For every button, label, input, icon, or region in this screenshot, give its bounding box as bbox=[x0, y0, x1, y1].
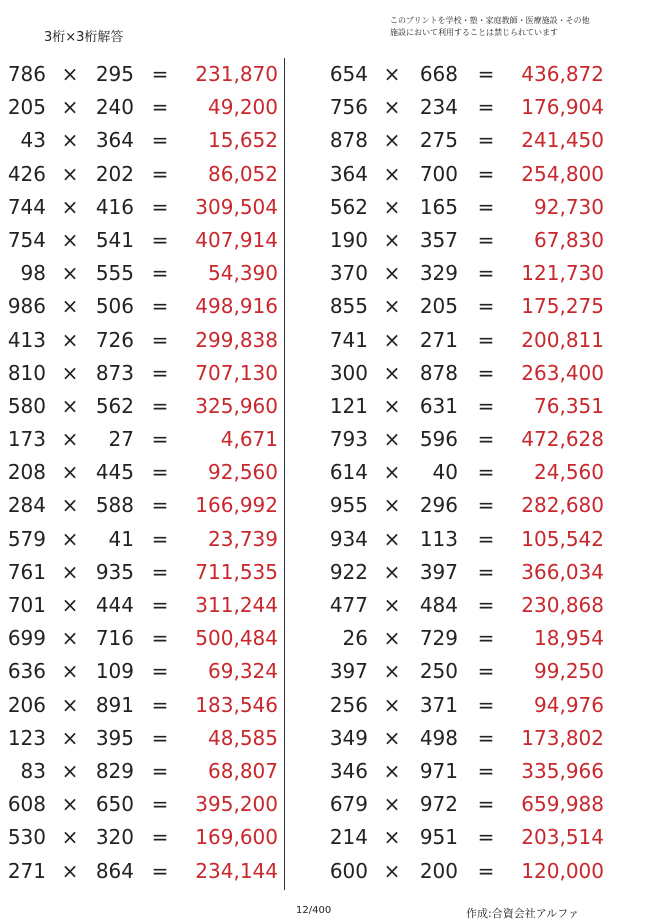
equals-sign: = bbox=[477, 427, 495, 452]
multiplicand: 810 bbox=[7, 360, 46, 385]
answer: 200,811 bbox=[521, 327, 604, 352]
multiplier: 445 bbox=[95, 460, 134, 485]
equals-sign: = bbox=[151, 593, 169, 617]
times-sign: × bbox=[61, 327, 79, 352]
equals-sign: = bbox=[151, 427, 169, 452]
answer: 203,514 bbox=[521, 825, 604, 850]
multiplier: 357 bbox=[419, 227, 458, 252]
times-sign: × bbox=[61, 792, 79, 817]
answer: 335,966 bbox=[521, 758, 604, 783]
multiplicand: 123 bbox=[7, 725, 46, 750]
multiplicand: 349 bbox=[329, 725, 368, 750]
multiplier: 113 bbox=[419, 526, 458, 551]
times-sign: × bbox=[383, 360, 401, 385]
times-sign: × bbox=[383, 261, 401, 286]
times-sign: × bbox=[61, 95, 79, 120]
multiplicand: 756 bbox=[329, 95, 368, 120]
multiplier: 972 bbox=[419, 792, 458, 817]
times-sign: × bbox=[61, 725, 79, 750]
multiplier: 240 bbox=[95, 95, 134, 120]
multiplier: 555 bbox=[95, 261, 134, 286]
multiplier: 416 bbox=[95, 194, 134, 219]
multiplicand: 701 bbox=[7, 593, 46, 617]
times-sign: × bbox=[61, 460, 79, 485]
times-sign: × bbox=[383, 725, 401, 750]
equals-sign: = bbox=[151, 128, 169, 153]
answer: 76,351 bbox=[534, 393, 604, 418]
answer: 99,250 bbox=[534, 659, 604, 684]
times-sign: × bbox=[61, 493, 79, 518]
multiplier: 829 bbox=[95, 758, 134, 783]
equals-sign: = bbox=[477, 593, 495, 617]
equals-sign: = bbox=[151, 758, 169, 783]
answer: 498,916 bbox=[195, 294, 278, 319]
multiplicand: 208 bbox=[7, 460, 46, 485]
answer: 24,560 bbox=[534, 460, 604, 485]
multiplicand: 300 bbox=[329, 360, 368, 385]
answer: 659,988 bbox=[521, 792, 604, 817]
answer: 105,542 bbox=[521, 526, 604, 551]
multiplicand: 608 bbox=[7, 792, 46, 817]
answer: 121,730 bbox=[521, 261, 604, 286]
equals-sign: = bbox=[151, 725, 169, 750]
multiplicand: 83 bbox=[20, 758, 46, 783]
times-sign: × bbox=[383, 427, 401, 452]
times-sign: × bbox=[61, 825, 79, 850]
multiplicand: 284 bbox=[7, 493, 46, 518]
multiplier: 271 bbox=[419, 327, 458, 352]
times-sign: × bbox=[383, 792, 401, 817]
multiplier: 498 bbox=[419, 725, 458, 750]
times-sign: × bbox=[61, 128, 79, 153]
answer: 67,830 bbox=[534, 227, 604, 252]
multiplier: 668 bbox=[419, 62, 458, 86]
multiplicand: 636 bbox=[7, 659, 46, 684]
answer: 254,800 bbox=[521, 161, 604, 186]
answer: 18,954 bbox=[534, 626, 604, 651]
multiplier: 165 bbox=[419, 194, 458, 219]
multiplicand: 986 bbox=[7, 294, 46, 319]
multiplicand: 206 bbox=[7, 692, 46, 717]
equals-sign: = bbox=[477, 261, 495, 286]
equals-sign: = bbox=[477, 825, 495, 850]
multiplier: 935 bbox=[95, 559, 134, 584]
answer: 282,680 bbox=[521, 493, 604, 518]
multiplicand: 878 bbox=[329, 128, 368, 153]
multiplicand: 741 bbox=[329, 327, 368, 352]
times-sign: × bbox=[61, 526, 79, 551]
multiplicand: 43 bbox=[20, 128, 46, 153]
times-sign: × bbox=[383, 95, 401, 120]
multiplicand: 786 bbox=[7, 62, 46, 86]
multiplicand: 679 bbox=[329, 792, 368, 817]
multiplicand: 744 bbox=[7, 194, 46, 219]
multiplier: 109 bbox=[95, 659, 134, 684]
equals-sign: = bbox=[151, 792, 169, 817]
times-sign: × bbox=[383, 227, 401, 252]
multiplier: 397 bbox=[419, 559, 458, 584]
multiplier: 320 bbox=[95, 825, 134, 850]
equals-sign: = bbox=[151, 659, 169, 684]
answer: 311,244 bbox=[195, 593, 278, 617]
multiplier: 364 bbox=[95, 128, 134, 153]
equals-sign: = bbox=[477, 659, 495, 684]
answer: 175,275 bbox=[521, 294, 604, 319]
multiplier: 541 bbox=[95, 227, 134, 252]
times-sign: × bbox=[383, 626, 401, 651]
times-sign: × bbox=[61, 427, 79, 452]
answer: 166,992 bbox=[195, 493, 278, 518]
times-sign: × bbox=[383, 858, 401, 883]
multiplier: 891 bbox=[95, 692, 134, 717]
multiplier: 562 bbox=[95, 393, 134, 418]
multiplicand: 761 bbox=[7, 559, 46, 584]
multiplier: 716 bbox=[95, 626, 134, 651]
multiplier: 506 bbox=[95, 294, 134, 319]
answer: 92,560 bbox=[208, 460, 278, 485]
answer: 23,739 bbox=[208, 526, 278, 551]
multiplier: 202 bbox=[95, 161, 134, 186]
multiplicand: 530 bbox=[7, 825, 46, 850]
equals-sign: = bbox=[477, 327, 495, 352]
multiplicand: 190 bbox=[329, 227, 368, 252]
equals-sign: = bbox=[477, 62, 495, 86]
equals-sign: = bbox=[477, 460, 495, 485]
answer: 366,034 bbox=[521, 559, 604, 584]
equals-sign: = bbox=[151, 194, 169, 219]
equals-sign: = bbox=[151, 493, 169, 518]
times-sign: × bbox=[61, 360, 79, 385]
times-sign: × bbox=[61, 692, 79, 717]
equals-sign: = bbox=[151, 692, 169, 717]
equals-sign: = bbox=[477, 858, 495, 883]
answer: 241,450 bbox=[521, 128, 604, 153]
equals-sign: = bbox=[477, 95, 495, 120]
answer: 231,870 bbox=[195, 62, 278, 86]
answer: 94,976 bbox=[534, 692, 604, 717]
equals-sign: = bbox=[151, 62, 169, 86]
equals-sign: = bbox=[151, 526, 169, 551]
answer: 92,730 bbox=[534, 194, 604, 219]
equals-sign: = bbox=[477, 559, 495, 584]
multiplicand: 580 bbox=[7, 393, 46, 418]
usage-notice-line-1: このプリントを学校・塾・家庭教師・医療施設・その他 bbox=[390, 16, 590, 25]
times-sign: × bbox=[61, 626, 79, 651]
answer: 299,838 bbox=[195, 327, 278, 352]
equals-sign: = bbox=[477, 360, 495, 385]
answer: 263,400 bbox=[521, 360, 604, 385]
multiplier: 484 bbox=[419, 593, 458, 617]
answer: 176,904 bbox=[521, 95, 604, 120]
equals-sign: = bbox=[151, 227, 169, 252]
answer: 15,652 bbox=[208, 128, 278, 153]
equals-sign: = bbox=[477, 493, 495, 518]
answer: 173,802 bbox=[521, 725, 604, 750]
equals-sign: = bbox=[477, 526, 495, 551]
equals-sign: = bbox=[151, 626, 169, 651]
answer: 472,628 bbox=[521, 427, 604, 452]
multiplicand: 256 bbox=[329, 692, 368, 717]
multiplicand: 370 bbox=[329, 261, 368, 286]
answer: 49,200 bbox=[208, 95, 278, 120]
times-sign: × bbox=[61, 659, 79, 684]
answer: 230,868 bbox=[521, 593, 604, 617]
answer: 183,546 bbox=[195, 692, 278, 717]
multiplier: 631 bbox=[419, 393, 458, 418]
answer: 711,535 bbox=[195, 559, 278, 584]
answer: 395,200 bbox=[195, 792, 278, 817]
column-divider bbox=[284, 58, 285, 890]
equals-sign: = bbox=[151, 825, 169, 850]
equals-sign: = bbox=[151, 460, 169, 485]
times-sign: × bbox=[61, 227, 79, 252]
multiplicand: 754 bbox=[7, 227, 46, 252]
answer: 54,390 bbox=[208, 261, 278, 286]
multiplier: 250 bbox=[419, 659, 458, 684]
times-sign: × bbox=[383, 758, 401, 783]
equals-sign: = bbox=[151, 360, 169, 385]
usage-notice-line-2: 施設において利用することは禁じられています bbox=[390, 28, 558, 37]
times-sign: × bbox=[383, 294, 401, 319]
multiplier: 726 bbox=[95, 327, 134, 352]
equals-sign: = bbox=[151, 294, 169, 319]
multiplier: 951 bbox=[419, 825, 458, 850]
answer: 407,914 bbox=[195, 227, 278, 252]
multiplier: 40 bbox=[432, 460, 458, 485]
equals-sign: = bbox=[477, 692, 495, 717]
multiplicand: 579 bbox=[7, 526, 46, 551]
multiplicand: 793 bbox=[329, 427, 368, 452]
times-sign: × bbox=[383, 194, 401, 219]
equals-sign: = bbox=[477, 128, 495, 153]
equals-sign: = bbox=[477, 194, 495, 219]
answer: 309,504 bbox=[195, 194, 278, 219]
times-sign: × bbox=[383, 559, 401, 584]
multiplicand: 271 bbox=[7, 858, 46, 883]
multiplier: 395 bbox=[95, 725, 134, 750]
answer: 325,960 bbox=[195, 393, 278, 418]
multiplicand: 855 bbox=[329, 294, 368, 319]
multiplicand: 955 bbox=[329, 493, 368, 518]
multiplicand: 614 bbox=[329, 460, 368, 485]
multiplier: 371 bbox=[419, 692, 458, 717]
multiplicand: 922 bbox=[329, 559, 368, 584]
multiplicand: 205 bbox=[7, 95, 46, 120]
multiplier: 588 bbox=[95, 493, 134, 518]
answer: 4,671 bbox=[220, 427, 278, 452]
times-sign: × bbox=[383, 659, 401, 684]
equals-sign: = bbox=[477, 227, 495, 252]
multiplicand: 397 bbox=[329, 659, 368, 684]
multiplier: 234 bbox=[419, 95, 458, 120]
times-sign: × bbox=[61, 593, 79, 617]
equals-sign: = bbox=[477, 626, 495, 651]
multiplier: 864 bbox=[95, 858, 134, 883]
author-credit: 作成:合資会社アルファ bbox=[466, 907, 580, 920]
multiplicand: 934 bbox=[329, 526, 368, 551]
multiplier: 700 bbox=[419, 161, 458, 186]
multiplier: 596 bbox=[419, 427, 458, 452]
times-sign: × bbox=[61, 294, 79, 319]
answer: 500,484 bbox=[195, 626, 278, 651]
times-sign: × bbox=[61, 559, 79, 584]
usage-notice bbox=[390, 15, 650, 39]
multiplicand: 173 bbox=[7, 427, 46, 452]
multiplier: 971 bbox=[419, 758, 458, 783]
multiplicand: 562 bbox=[329, 194, 368, 219]
answer: 48,585 bbox=[208, 725, 278, 750]
multiplier: 295 bbox=[95, 62, 134, 86]
multiplicand: 413 bbox=[7, 327, 46, 352]
equals-sign: = bbox=[151, 161, 169, 186]
answer: 234,144 bbox=[195, 858, 278, 883]
multiplier: 878 bbox=[419, 360, 458, 385]
multiplicand: 699 bbox=[7, 626, 46, 651]
times-sign: × bbox=[61, 758, 79, 783]
equals-sign: = bbox=[151, 559, 169, 584]
multiplier: 27 bbox=[108, 427, 134, 452]
answer: 436,872 bbox=[521, 62, 604, 86]
multiplicand: 214 bbox=[329, 825, 368, 850]
equals-sign: = bbox=[477, 161, 495, 186]
answer: 707,130 bbox=[195, 360, 278, 385]
times-sign: × bbox=[383, 692, 401, 717]
times-sign: × bbox=[383, 161, 401, 186]
multiplier: 205 bbox=[419, 294, 458, 319]
times-sign: × bbox=[383, 128, 401, 153]
multiplicand: 26 bbox=[342, 626, 368, 651]
multiplicand: 98 bbox=[20, 261, 46, 286]
page-title: 3桁×3桁解答 bbox=[44, 30, 124, 45]
times-sign: × bbox=[383, 526, 401, 551]
equals-sign: = bbox=[477, 792, 495, 817]
times-sign: × bbox=[383, 62, 401, 86]
times-sign: × bbox=[61, 194, 79, 219]
multiplier: 650 bbox=[95, 792, 134, 817]
equals-sign: = bbox=[151, 95, 169, 120]
times-sign: × bbox=[61, 261, 79, 286]
multiplier: 200 bbox=[419, 858, 458, 883]
times-sign: × bbox=[383, 460, 401, 485]
multiplicand: 121 bbox=[329, 393, 368, 418]
multiplier: 873 bbox=[95, 360, 134, 385]
times-sign: × bbox=[383, 825, 401, 850]
times-sign: × bbox=[61, 62, 79, 86]
multiplicand: 364 bbox=[329, 161, 368, 186]
times-sign: × bbox=[383, 393, 401, 418]
multiplier: 729 bbox=[419, 626, 458, 651]
multiplicand: 654 bbox=[329, 62, 368, 86]
multiplier: 444 bbox=[95, 593, 134, 617]
multiplier: 275 bbox=[419, 128, 458, 153]
answer: 86,052 bbox=[208, 161, 278, 186]
page-number: 12/400 bbox=[296, 905, 332, 916]
times-sign: × bbox=[61, 393, 79, 418]
times-sign: × bbox=[61, 858, 79, 883]
equals-sign: = bbox=[477, 294, 495, 319]
multiplicand: 477 bbox=[329, 593, 368, 617]
multiplicand: 426 bbox=[7, 161, 46, 186]
multiplier: 296 bbox=[419, 493, 458, 518]
equals-sign: = bbox=[477, 393, 495, 418]
equals-sign: = bbox=[151, 393, 169, 418]
answer: 68,807 bbox=[208, 758, 278, 783]
multiplicand: 600 bbox=[329, 858, 368, 883]
equals-sign: = bbox=[151, 261, 169, 286]
times-sign: × bbox=[61, 161, 79, 186]
multiplicand: 346 bbox=[329, 758, 368, 783]
equals-sign: = bbox=[477, 758, 495, 783]
multiplier: 41 bbox=[108, 526, 134, 551]
answer: 69,324 bbox=[208, 659, 278, 684]
equals-sign: = bbox=[151, 858, 169, 883]
times-sign: × bbox=[383, 327, 401, 352]
equals-sign: = bbox=[151, 327, 169, 352]
times-sign: × bbox=[383, 593, 401, 617]
answer: 120,000 bbox=[521, 858, 604, 883]
equals-sign: = bbox=[477, 725, 495, 750]
answer: 169,600 bbox=[195, 825, 278, 850]
times-sign: × bbox=[383, 493, 401, 518]
multiplier: 329 bbox=[419, 261, 458, 286]
